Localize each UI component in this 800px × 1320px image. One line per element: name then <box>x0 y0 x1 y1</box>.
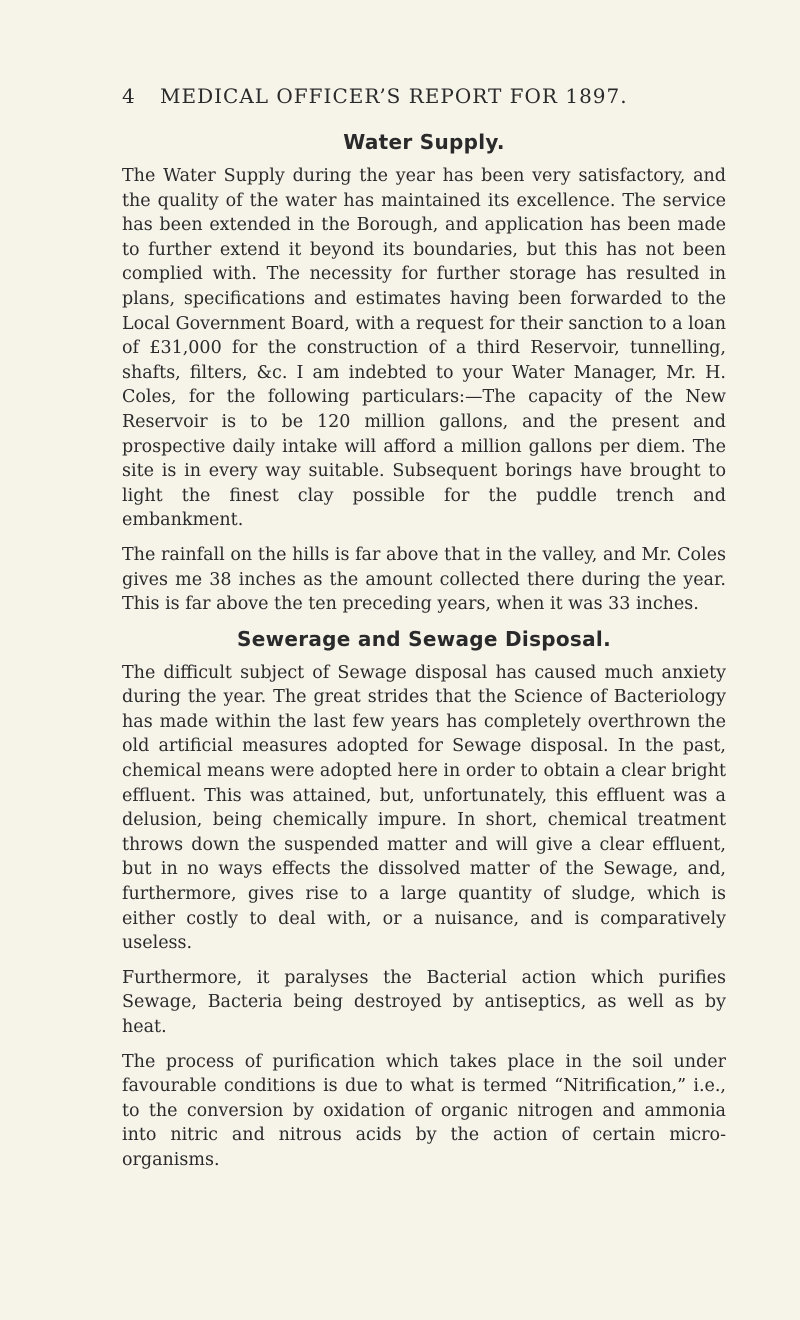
paragraph: The rainfall on the hills is far above that in the valley, and Mr. Coles gives me 38 inches as the amount collected there during the year. This is far above the ten preceding years, when it was 33 inches. <box>122 544 726 615</box>
document-page <box>122 84 726 1183</box>
page-number: 4 <box>122 84 136 108</box>
section-sewerage <box>122 627 726 1173</box>
section-heading: Sewerage and Sewage Disposal. <box>237 626 611 651</box>
paragraph: The Water Supply during the year has been very satisfactory, and the quality of the water has maintained its excellence. The service has been extended in the Borough, and application has been made to further extend it beyond its boundaries, but this has not been complied with. The necessity for further storage has resulted in plans, specifications and estimates having been forwarded to the Local Government Board, with a request for their sanction to a loan of £31,000 for the construction of a third Reservoir, tunnelling, shafts, filters, &c. I am indebted to your Water Manager, Mr. H. Coles, for the following particulars:—The capacity of the New Reservoir is to be 120 million gallons, and the present and prospective daily intake will afford a million gallons per diem. The site is in every way suitable. Subsequent borings have brought to light the finest clay possible for the puddle trench and embankment. <box>122 166 726 531</box>
running-title: MEDICAL OFFICER’S REPORT FOR 1897. <box>160 84 628 108</box>
paragraph: The difficult subject of Sewage disposal has caused much anxiety during the year. The great strides that the Science of Bacteriology has made within the last few years has completely overthrown the old artificial measures adopted for Sewage disposal. In the past, chemical means were adopted here in order to obtain a clear bright effluent. This was attained, but, unfortunately, this effluent was a delusion, being chemically impure. In short, chemical treatment throws down the suspended matter and will give a clear effluent, but in no ways effects the dissolved matter of the Sewage, and, furthermore, gives rise to a large quantity of sludge, which is either costly to deal with, or a nuisance, and is comparatively useless. <box>122 662 726 954</box>
section-heading: Water Supply. <box>343 130 505 154</box>
section-water-supply <box>122 130 726 617</box>
paragraph: Furthermore, it paralyses the Bacterial action which purifies Sewage, Bacteria being destroyed by antiseptics, as well as by heat. <box>122 967 726 1037</box>
paragraph: The process of purification which takes place in the soil under favourable conditions is due to what is termed “Nitrification,” i.e., to the conversion by oxidation of organic nitrogen and ammonia into nitric and nitrous acids by the action of certain micro-organisms. <box>122 1051 726 1170</box>
running-head <box>122 84 726 124</box>
